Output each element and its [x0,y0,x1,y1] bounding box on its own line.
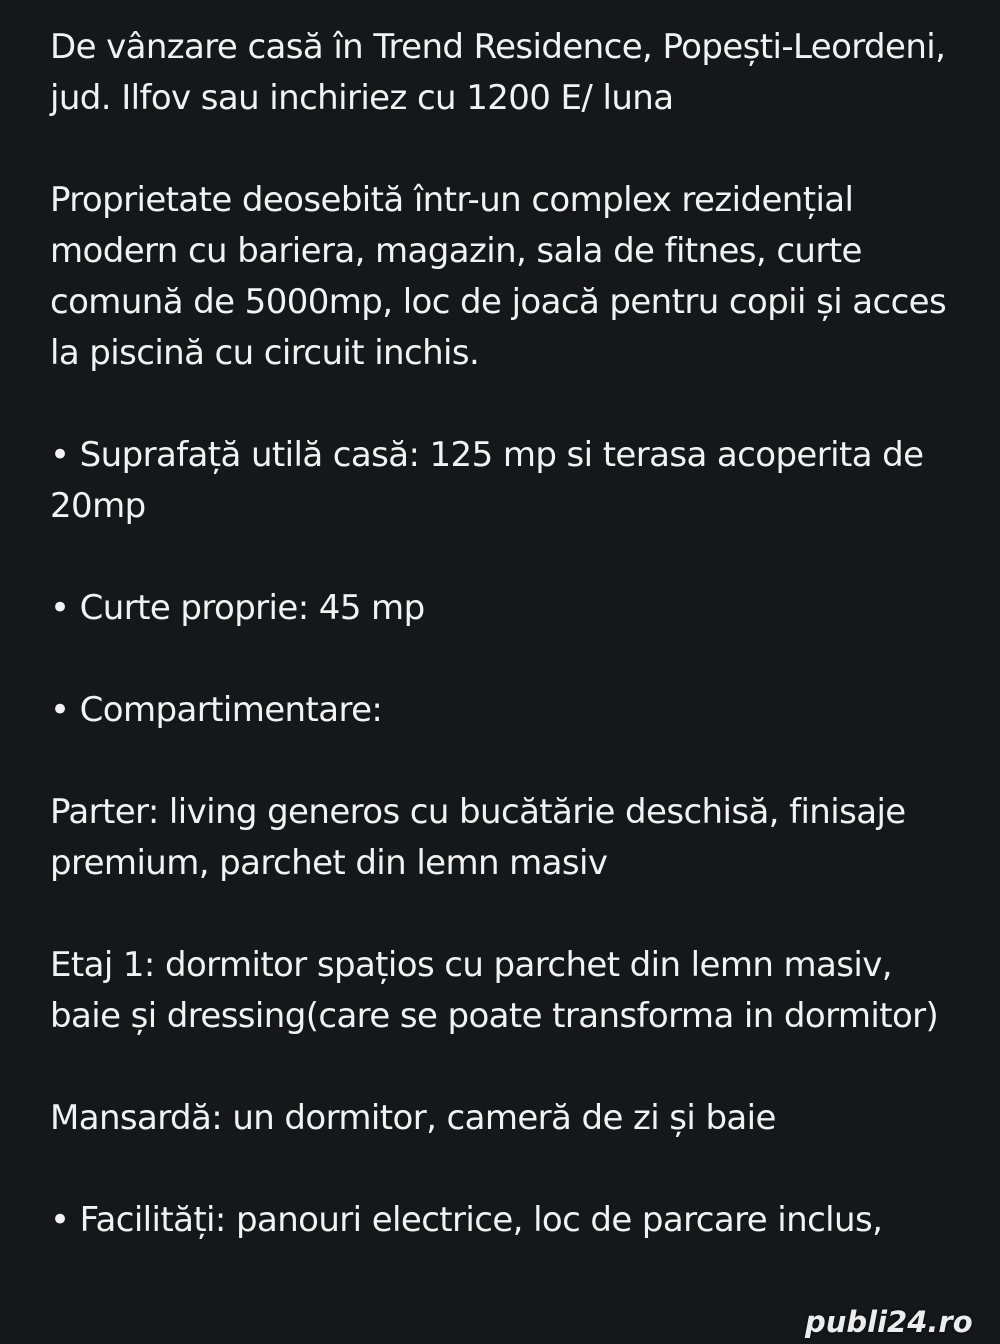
paragraph-gap [50,1042,950,1093]
paragraph-gap [50,1144,950,1195]
first-floor-text: Etaj 1: dormitor spațios cu parchet din lemn masiv, baie și dressing(care se poate transforma in dormitor) [50,945,939,1036]
surface-bullet: • Suprafață utilă casă: 125 mp si terasa acoperita de 20mp [50,435,924,526]
paragraph-gap [50,124,950,175]
ground-floor-text: Parter: living generos cu bucătărie deschisă, finisaje premium, parchet din lemn masiv [50,792,906,883]
listing-title: De vânzare casă în Trend Residence, Popești-Leordeni, jud. Ilfov sau inchiriez cu 1200 E/ luna [50,27,946,118]
paragraph-gap [50,889,950,940]
paragraph-gap [50,532,950,583]
publi24-watermark: publi24.ro [805,1305,973,1339]
listing-description [50,22,950,1246]
facilities-bullet: • Facilități: panouri electrice, loc de parcare inclus, [50,1200,883,1240]
paragraph-gap [50,634,950,685]
paragraph-gap [50,379,950,430]
attic-text: Mansardă: un dormitor, cameră de zi și baie [50,1098,776,1138]
layout-heading: • Compartimentare: [50,690,383,730]
paragraph-gap [50,736,950,787]
yard-bullet: • Curte proprie: 45 mp [50,588,425,628]
listing-intro: Proprietate deosebită într-un complex rezidențial modern cu bariera, magazin, sala de fitnes, curte comună de 5000mp, loc de joacă pentru copii și acces la piscină cu circuit inchis. [50,180,947,373]
